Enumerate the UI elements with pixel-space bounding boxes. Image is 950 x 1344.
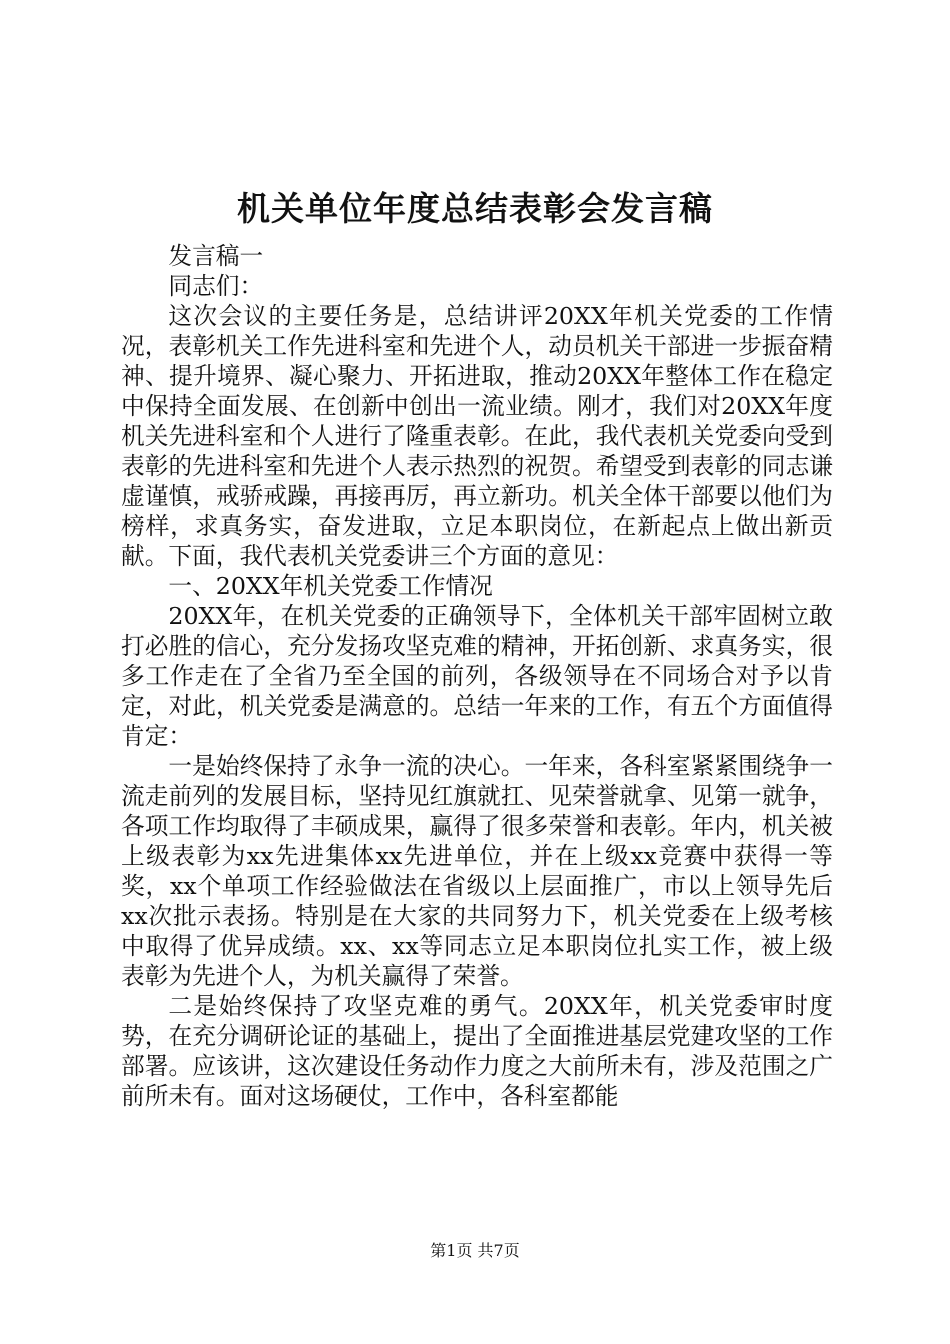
- paragraph-salutation: 同志们：: [168, 272, 264, 300]
- page-footer: 第1页 共7页: [430, 1241, 520, 1260]
- paragraph-point-1: 一是始终保持了永争一流的决心。一年来，各科室紧紧围绕争一流走前列的发展目标，坚持见红旗就扛、见荣誉就拿、见第一就争，各项工作均取得了丰硕成果，赢得了很多荣誉和表彰。年内，机关被上级表彰为xx先进集体xx先进单位，并在上级xx竞赛中获得一等奖，xx个单项工作经验做法在省级以上层面推广，市以上领导先后xx次批示表扬。特别是在大家的共同努力下，机关党委在上级考核中取得了优异成绩。xx、xx等同志立足本职岗位扎实工作，被上级表彰为先进个人，为机关赢得了荣誉。: [121, 752, 833, 990]
- paragraph-speech-label: 发言稿一: [168, 242, 264, 270]
- section-heading-1: 一、20XX年机关党委工作情况: [168, 572, 493, 600]
- document-body: [121, 241, 833, 1111]
- paragraph-overview: 20XX年，在机关党委的正确领导下，全体机关干部牢固树立敢打必胜的信心，充分发扬攻坚克难的精神，开拓创新、求真务实，很多工作走在了全省乃至全国的前列，各级领导在不同场合对予以肯定，对此，机关党委是满意的。总结一年来的工作，有五个方面值得肯定：: [121, 602, 833, 750]
- paragraph-intro: 这次会议的主要任务是，总结讲评20XX年机关党委的工作情况，表彰机关工作先进科室和先进个人，动员机关干部进一步振奋精神、提升境界、凝心聚力、开拓进取，推动20XX年整体工作在稳定中保持全面发展、在创新中创出一流业绩。刚才，我们对20XX年度机关先进科室和个人进行了隆重表彰。在此，我代表机关党委向受到表彰的先进科室和先进个人表示热烈的祝贺。希望受到表彰的同志谦虚谨慎，戒骄戒躁，再接再厉，再立新功。机关全体干部要以他们为榜样，求真务实，奋发进取，立足本职岗位，在新起点上做出新贡献。下面，我代表机关党委讲三个方面的意见：: [121, 302, 833, 570]
- paragraph-point-2: 二是始终保持了攻坚克难的勇气。20XX年，机关党委审时度势，在充分调研论证的基础上，提出了全面推进基层党建攻坚的工作部署。应该讲，这次建设任务动作力度之大前所未有，涉及范围之广前所未有。面对这场硬仗，工作中，各科室都能: [121, 992, 833, 1110]
- document-title: 机关单位年度总结表彰会发言稿: [237, 189, 713, 228]
